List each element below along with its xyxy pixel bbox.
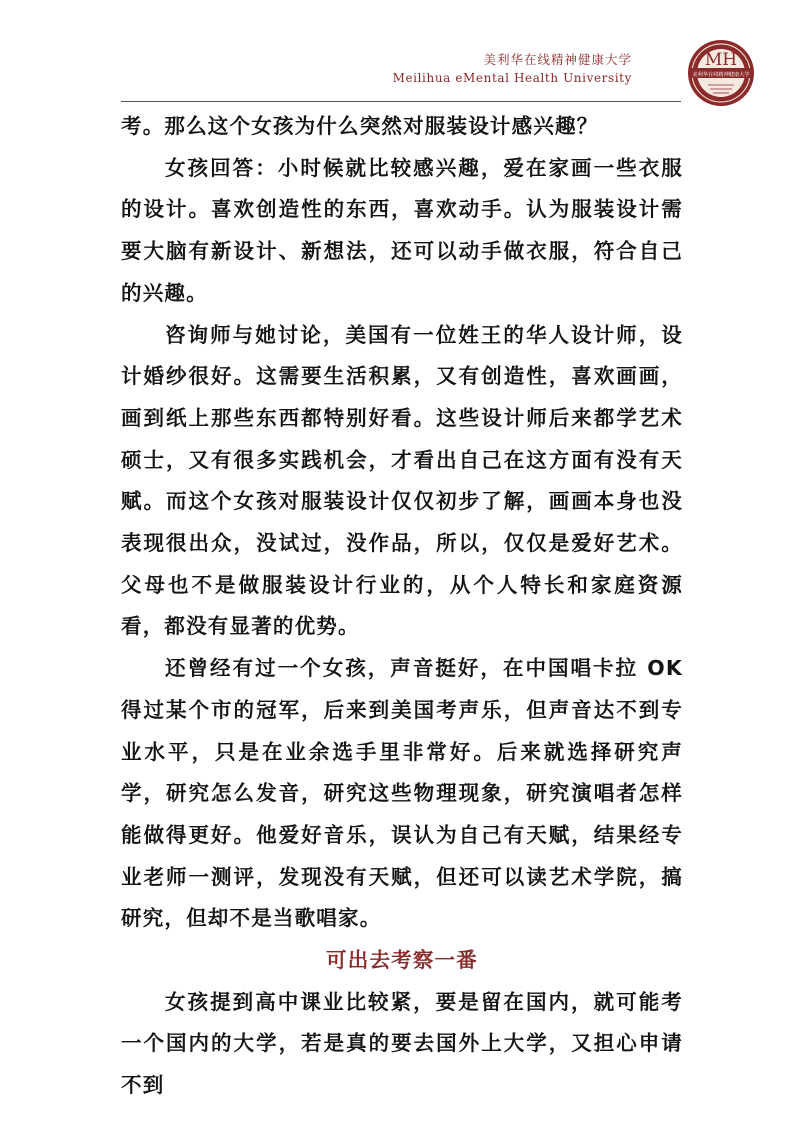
page-header xyxy=(0,0,800,110)
header-divider xyxy=(121,101,681,102)
paragraph-singer-example: 还曾经有过一个女孩，声音挺好，在中国唱卡拉 OK 得过某个市的冠军，后来到美国考声乐，但声音达不到专业水平，只是在业余选手里非常好。后来就选择研究声学，研究怎么发音，研究这些物理现象，研究演唱者怎样能做得更好。他爱好音乐，误认为自己有天赋，结果经专业老师一测评，发现没有天赋，但还可以读艺术学院，搞研究，但却不是当歌唱家。 xyxy=(121,656,683,931)
section-heading: 可出去考察一番 xyxy=(326,948,478,973)
paragraph-continued: 考。那么这个女孩为什么突然对服装设计感兴趣？ xyxy=(121,114,599,138)
svg-text:MH: MH xyxy=(704,50,738,70)
university-seal-logo-icon xyxy=(686,38,756,108)
document-body xyxy=(121,106,683,1107)
paragraph-girl-answer: 女孩回答：小时候就比较感兴趣，爱在家画一些衣服的设计。喜欢创造性的东西，喜欢动手。认为服装设计需要大脑有新设计、新想法，还可以动手做衣服，符合自己的兴趣。 xyxy=(121,155,683,305)
paragraph-after-heading: 女孩提到高中课业比较紧，要是留在国内，就可能考一个国内的大学，若是真的要去国外上大学，又担心申请不到 xyxy=(121,989,683,1098)
paragraph-counselor-discussion: 咨询师与她讨论，美国有一位姓王的华人设计师，设计婚纱很好。这需要生活积累，又有创造性，喜欢画画，画到纸上那些东西都特别好看。这些设计师后来都学艺术硕士，又有很多实践机会，才看出自己在这方面有没有天赋。而这个女孩对服装设计仅仅初步了解，画画本身也没表现很出众，没试过，没作品，所以，仅仅是爱好艺术。父母也不是做服装设计行业的，从个人特长和家庭资源看，都没有显著的优势。 xyxy=(121,322,683,639)
university-name-cn: 美利华在线精神健康大学 xyxy=(483,52,632,67)
university-name-en: Meilihua eMental Health University xyxy=(392,71,632,85)
svg-text:美利华在线精神健康大学: 美利华在线精神健康大学 xyxy=(692,72,750,78)
